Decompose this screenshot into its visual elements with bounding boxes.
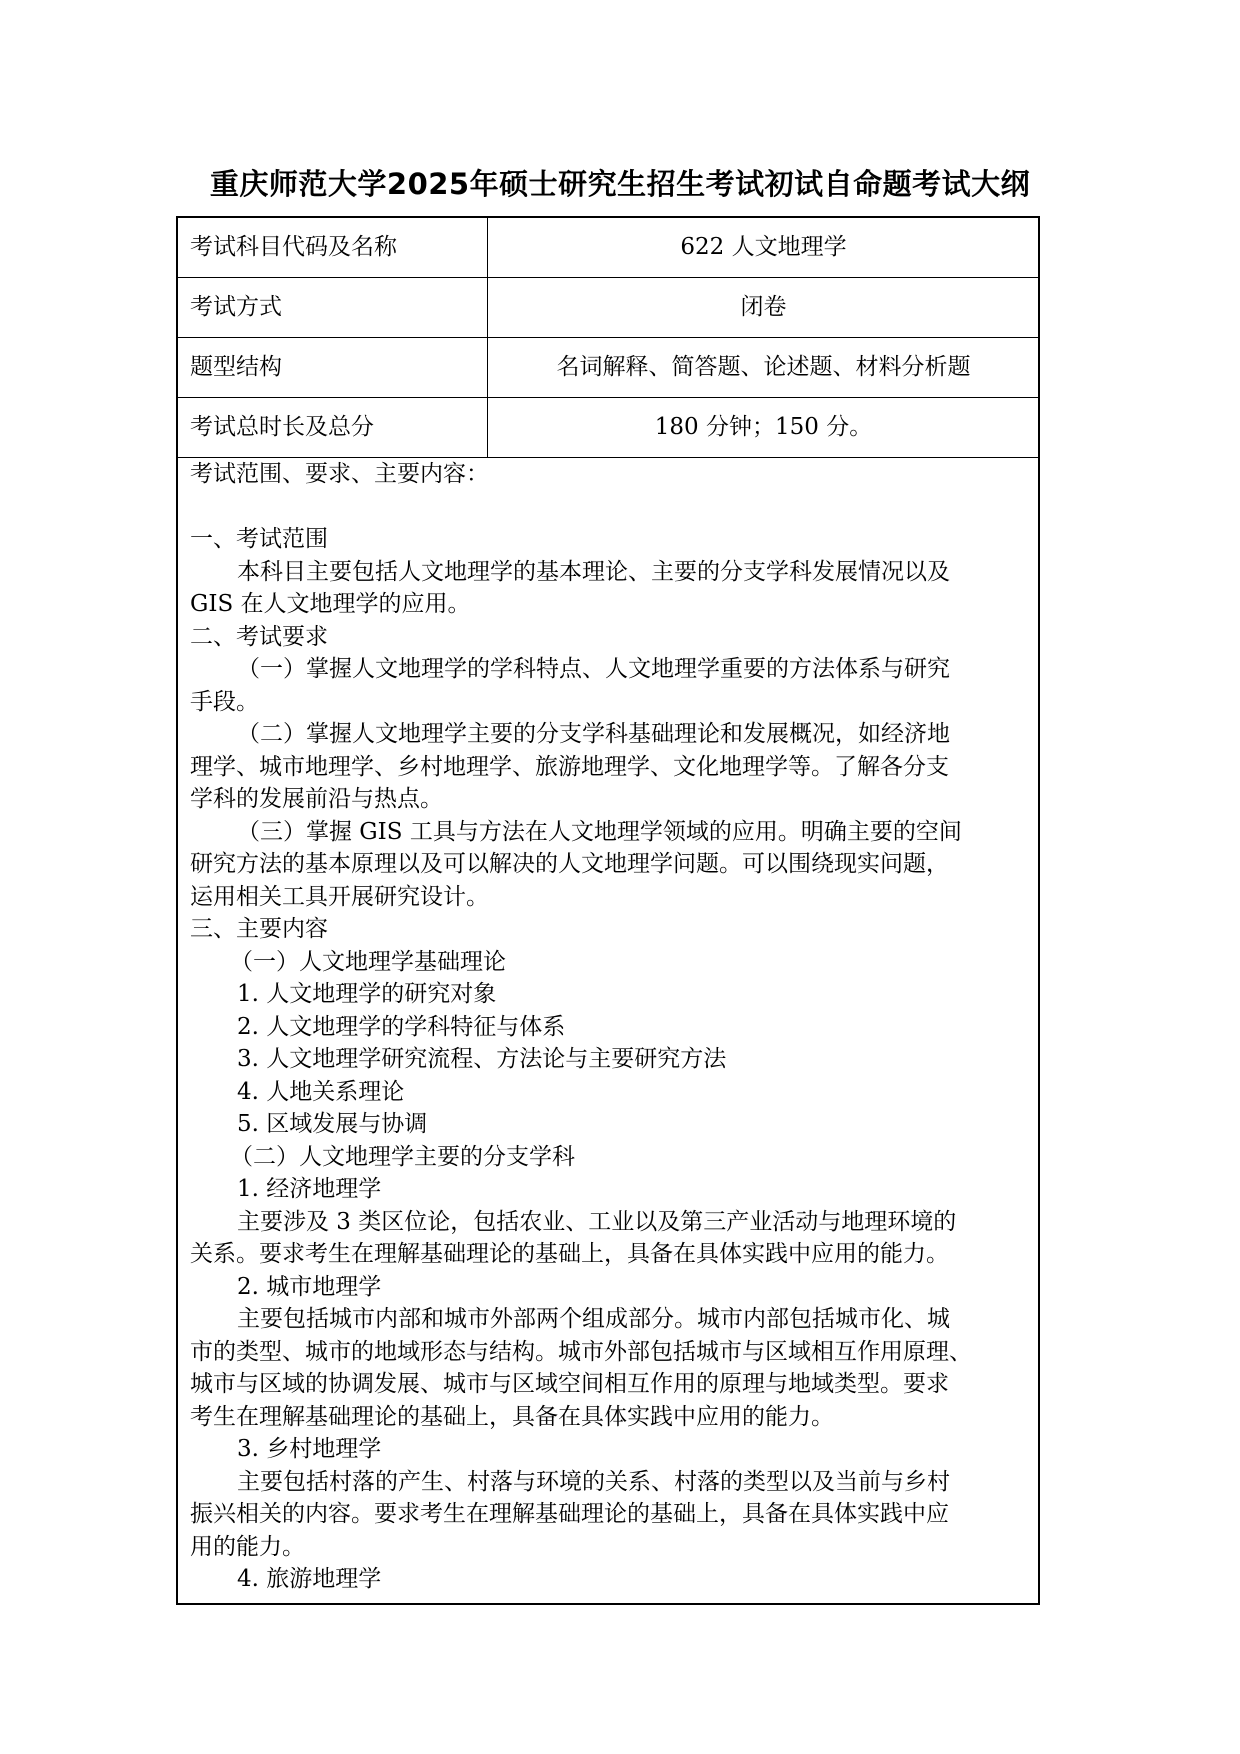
list-item: 5. 区域发展与协调: [237, 1111, 428, 1137]
paragraph-line: 用的能力。: [190, 1533, 305, 1560]
paragraph-line: （二）掌握人文地理学主要的分支学科基础理论和发展概况，如经济地: [237, 721, 950, 747]
syllabus-content: [190, 458, 1028, 1596]
paragraph-line: （三）掌握 GIS 工具与方法在人文地理学领域的应用。明确主要的空间: [237, 818, 962, 845]
info-row-subject: [178, 218, 1038, 278]
content-heading: 考试范围、要求、主要内容：: [190, 461, 489, 487]
list-item: 3. 人文地理学研究流程、方法论与主要研究方法: [237, 1046, 727, 1072]
paragraph-line: （一）掌握人文地理学的学科特点、人文地理学重要的方法体系与研究: [237, 656, 950, 682]
info-row-question-types: [178, 338, 1038, 398]
info-label-exam-mode: 考试方式: [190, 294, 282, 320]
paragraph-line: 城市与区域的协调发展、城市与区域空间相互作用的原理与地域类型。要求: [190, 1371, 949, 1397]
section-title: 二、考试要求: [190, 623, 328, 650]
info-row-exam-mode: [178, 278, 1038, 338]
topic-title: 3. 乡村地理学: [237, 1436, 382, 1462]
paragraph-line: GIS 在人文地理学的应用。: [190, 591, 471, 617]
topic-title: 4. 旅游地理学: [237, 1566, 382, 1592]
paragraph-line: 手段。: [190, 688, 259, 715]
blank-line: [190, 491, 1028, 524]
subsection-title: （二）人文地理学主要的分支学科: [230, 1143, 575, 1170]
paragraph-line: 主要涉及 3 类区位论，包括农业、工业以及第三产业活动与地理环境的: [237, 1208, 957, 1235]
paragraph-line: 关系。要求考生在理解基础理论的基础上，具备在具体实践中应用的能力。: [190, 1241, 949, 1267]
paragraph-line: 本科目主要包括人文地理学的基本理论、主要的分支学科发展情况以及: [237, 558, 950, 585]
paragraph-line: 研究方法的基本原理以及可以解决的人文地理学问题。可以围绕现实问题，: [190, 851, 949, 877]
info-value-exam-mode: 闭卷: [740, 294, 787, 320]
info-value-question-types: 名词解释、简答题、论述题、材料分析题: [556, 354, 971, 380]
info-value-subject: 622 人文地理学: [680, 234, 847, 260]
section-title: 一、考试范围: [190, 526, 328, 552]
topic-title: 2. 城市地理学: [237, 1273, 382, 1300]
info-row-duration-score: [178, 398, 1038, 458]
info-label-duration-score: 考试总时长及总分: [190, 414, 374, 440]
paragraph-line: 考生在理解基础理论的基础上，具备在具体实践中应用的能力。: [190, 1403, 834, 1430]
topic-title: 1. 经济地理学: [237, 1176, 382, 1202]
subsection-title: （一）人文地理学基础理论: [230, 948, 506, 975]
paragraph-line: 主要包括城市内部和城市外部两个组成部分。城市内部包括城市化、城: [237, 1306, 950, 1332]
page-title: 重庆师范大学2025年硕士研究生招生考试初试自命题考试大纲: [209, 167, 1031, 201]
list-item: 1. 人文地理学的研究对象: [237, 981, 497, 1007]
info-label-question-types: 题型结构: [190, 354, 282, 380]
syllabus-table: [176, 216, 1040, 1605]
paragraph-line: 主要包括村落的产生、村落与环境的关系、村落的类型以及当前与乡村: [237, 1468, 950, 1495]
paragraph-line: 理学、城市地理学、乡村地理学、旅游地理学、文化地理学等。了解各分支: [190, 753, 949, 780]
list-item: 2. 人文地理学的学科特征与体系: [237, 1013, 566, 1040]
paragraph-line: 市的类型、城市的地域形态与结构。城市外部包括城市与区域相互作用原理、: [190, 1338, 972, 1365]
section-title: 三、主要内容: [190, 916, 328, 942]
list-item: 4. 人地关系理论: [237, 1078, 405, 1105]
paragraph-line: 振兴相关的内容。要求考生在理解基础理论的基础上，具备在具体实践中应: [190, 1501, 949, 1527]
info-value-duration-score: 180 分钟；150 分。: [654, 414, 873, 440]
info-label-subject: 考试科目代码及名称: [190, 234, 397, 260]
paragraph-line: 学科的发展前沿与热点。: [190, 786, 443, 812]
paragraph-line: 运用相关工具开展研究设计。: [190, 883, 489, 910]
